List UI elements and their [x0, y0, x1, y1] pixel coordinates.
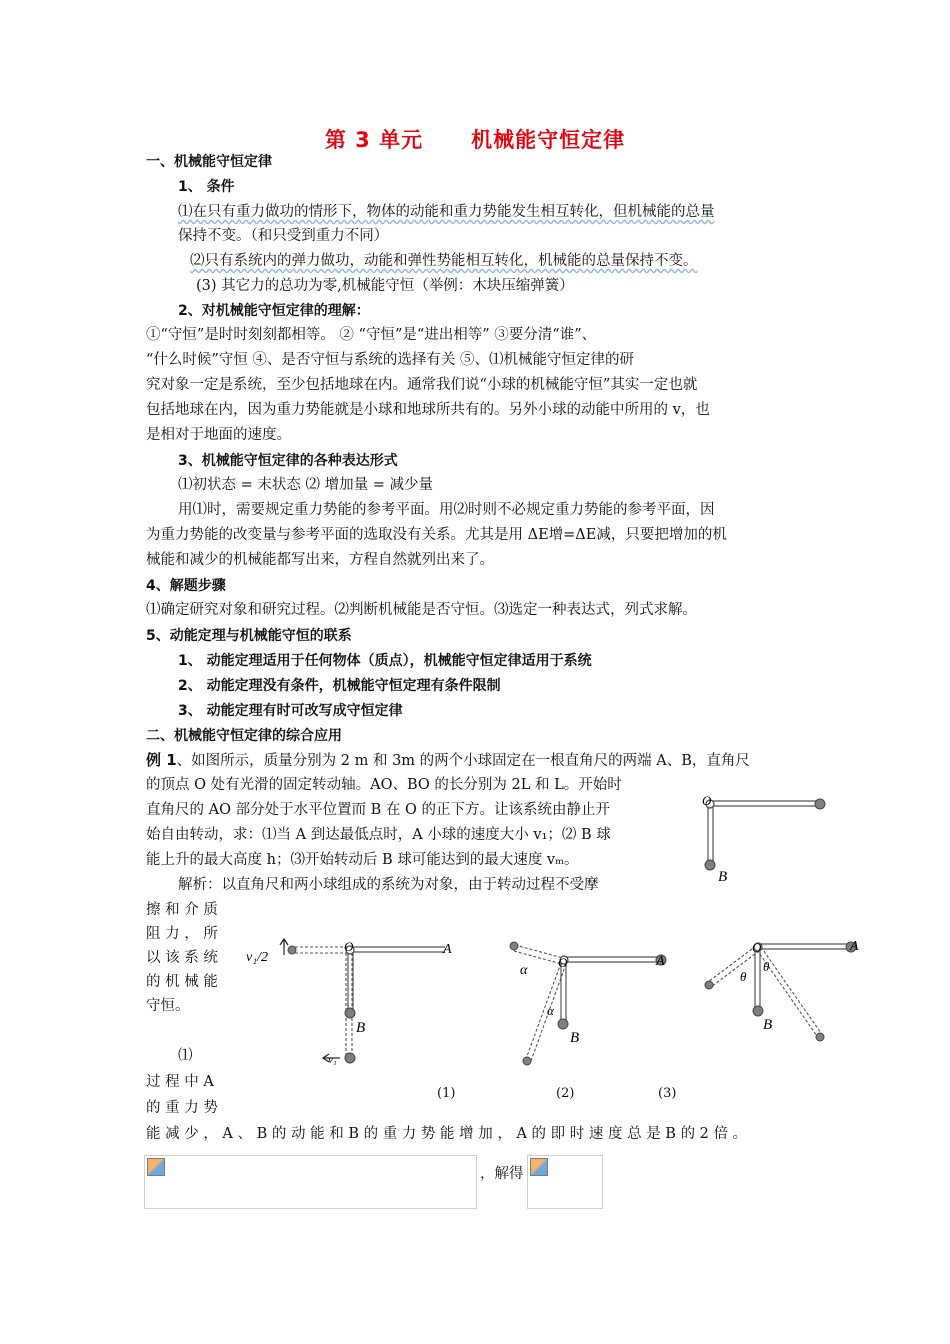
relation-line-3: 3、 动能定理有时可改写成守恒定律 — [178, 703, 403, 719]
understanding-line-1: ①“守恒”是时时刻刻都相等。 ② “守恒”是“进出相等” ③要分清“谁”、 — [146, 327, 597, 343]
page-title — [0, 124, 950, 154]
forms-line-1: ⑴初状态 = 末状态 ⑵ 增加量 = 减少量 — [178, 477, 433, 493]
fig2-alpha-2: α — [547, 1003, 554, 1018]
fig2-label-o: O — [558, 955, 568, 970]
forms-line-4: 械能和减少的机械能都写出来，方程自然就列出来了。 — [146, 552, 494, 568]
relation-line-2: 2、 动能定理没有条件，机械能守恒定理有条件限制 — [178, 678, 501, 694]
title-unit: 第 3 单元 — [324, 128, 424, 152]
section-1-heading: 一、机械能守恒定律 — [146, 154, 272, 170]
understanding-line-2: “什么时候”守恒 ④、是否守恒与系统的选择有关 ⑤、⑴机械能守恒定律的研 — [146, 352, 635, 368]
condition-2: ⑵只有系统内的弹力做功，动能和弹性势能相互转化，机械能的总量保持不变。 — [190, 253, 698, 269]
analysis-col-3: 以 该 系 统 — [146, 950, 218, 966]
fig3-caption: (3) — [658, 1086, 677, 1101]
fig1-label-b: B — [356, 1020, 366, 1036]
understanding-line-5: 是相对于地面的速度。 — [146, 427, 291, 443]
steps-heading: 4、解题步骤 — [146, 578, 226, 594]
fig1-label-o: O — [344, 939, 354, 954]
ball-b — [705, 860, 715, 870]
fig3-label-a: A — [850, 939, 859, 954]
example-line-1: 例 1、如图所示，质量分别为 2 m 和 3m 的两个小球固定在一根直角尺的两端 A、B，直角尺 — [146, 751, 750, 769]
forms-line-2: 用⑴时，需要规定重力势能的参考平面。用⑵时则不必规定重力势能的参考平面，因 — [178, 502, 715, 518]
fig2-label-b: B — [570, 1030, 580, 1046]
section-2-heading: 二、机械能守恒定律的综合应用 — [146, 728, 342, 744]
example-line-4: 始自由转动，求：⑴当 A 到达最低点时，A 小球的速度大小 v₁；⑵ B 球 — [146, 827, 611, 843]
broken-image-icon — [147, 1158, 165, 1176]
figure-2 — [500, 935, 680, 1070]
fig3-label-o: O — [752, 940, 762, 955]
condition-1b: 保持不变。（和只受到重力不同） — [178, 228, 389, 244]
analysis-col-4: 的 机 械 能 — [146, 974, 218, 990]
fig3-label-b: B — [763, 1017, 773, 1033]
broken-image-icon — [530, 1158, 548, 1176]
fig1-label-a: A — [443, 942, 452, 957]
analysis-col-7: 过 程 中 A — [146, 1074, 214, 1090]
label-b: B — [718, 869, 728, 885]
understanding-line-4: 包括地球在内，因为重力势能就是小球和地球所共有的。另外小球的动能中所用的 v，也 — [146, 402, 710, 418]
fig2-alpha-1: α — [520, 963, 528, 978]
relation-line-1: 1、 动能定理适用于任何物体（质点），机械能守恒定律适用于系统 — [178, 653, 592, 669]
formula-image-2 — [527, 1155, 603, 1209]
figure-1 — [240, 935, 460, 1070]
fig2-label-a: A — [656, 954, 665, 969]
relation-heading: 5、动能定理与机械能守恒的联系 — [146, 628, 352, 644]
example-line-3: 直角尺的 AO 部分处于水平位置而 B 在 O 的正下方。让该系统由静止开 — [146, 802, 611, 818]
analysis-col-6: ⑴ — [178, 1048, 193, 1064]
solve-text: ，解得 — [480, 1166, 524, 1182]
example-line-5: 能上升的最大高度 h；⑶开始转动后 B 球可能达到的最大速度 vₘ。 — [146, 852, 579, 868]
example-line-2: 的顶点 O 处有光滑的固定转动轴。AO、BO 的长分别为 2L 和 L。开始时 — [146, 777, 622, 793]
fig1-label-v: v₁ — [328, 1054, 337, 1066]
condition-heading: 1、 条件 — [178, 179, 235, 195]
ball-a — [815, 799, 825, 809]
forms-line-3: 为重力势能的改变量与参考平面的选取没有关系。尤其是用 ΔE增=ΔE减，只要把增加的机 — [146, 527, 727, 543]
title-name: 机械能守恒定律 — [471, 128, 626, 152]
figure-3 — [700, 930, 865, 1055]
understanding-line-3: 究对象一定是系统，至少包括地球在内。通常我们说“小球的机械能守恒”其实一定也就 — [146, 377, 698, 393]
condition-3: (3) 其它力的总功为零,机械能守恒（举例：木块压缩弹簧） — [196, 278, 574, 294]
analysis-last-line: 能 减 少 ， A 、 B 的 动 能 和 B 的 重 力 势 能 增 加 ， A 的 即 时 速 度 总 是 B 的 2 倍 。 — [146, 1126, 748, 1142]
fig3-theta-2: θ — [763, 959, 770, 974]
steps-line-1: ⑴确定研究对象和研究过程。⑵判断机械能是否守恒。⑶选定一种表达式，列式求解。 — [146, 602, 697, 618]
figure-initial — [700, 795, 830, 887]
understanding-heading: 2、对机械能守恒定律的理解： — [178, 303, 370, 319]
analysis-col-2: 阻 力 ， 所 — [146, 926, 218, 942]
label-o: O — [702, 795, 712, 808]
fig3-theta-1: θ — [740, 969, 747, 984]
analysis-col-5: 守恒。 — [146, 998, 190, 1014]
fig1-v1-half: v₁/2 — [246, 950, 268, 965]
analysis-line-1: 解析：以直角尺和两小球组成的系统为对象，由于转动过程不受摩 — [178, 877, 599, 893]
analysis-col-8: 的 重 力 势 — [146, 1100, 218, 1116]
formula-image-1 — [144, 1155, 477, 1209]
analysis-col-1: 擦 和 介 质 — [146, 902, 218, 918]
condition-1a: ⑴在只有重力做功的情形下，物体的动能和重力势能发生相互转化，但机械能的总量 — [178, 204, 715, 220]
fig2-caption: (2) — [556, 1086, 575, 1101]
example-label: 例 1 — [146, 751, 177, 769]
forms-heading: 3、机械能守恒定律的各种表达形式 — [178, 453, 398, 469]
fig1-caption: (1) — [437, 1086, 456, 1101]
